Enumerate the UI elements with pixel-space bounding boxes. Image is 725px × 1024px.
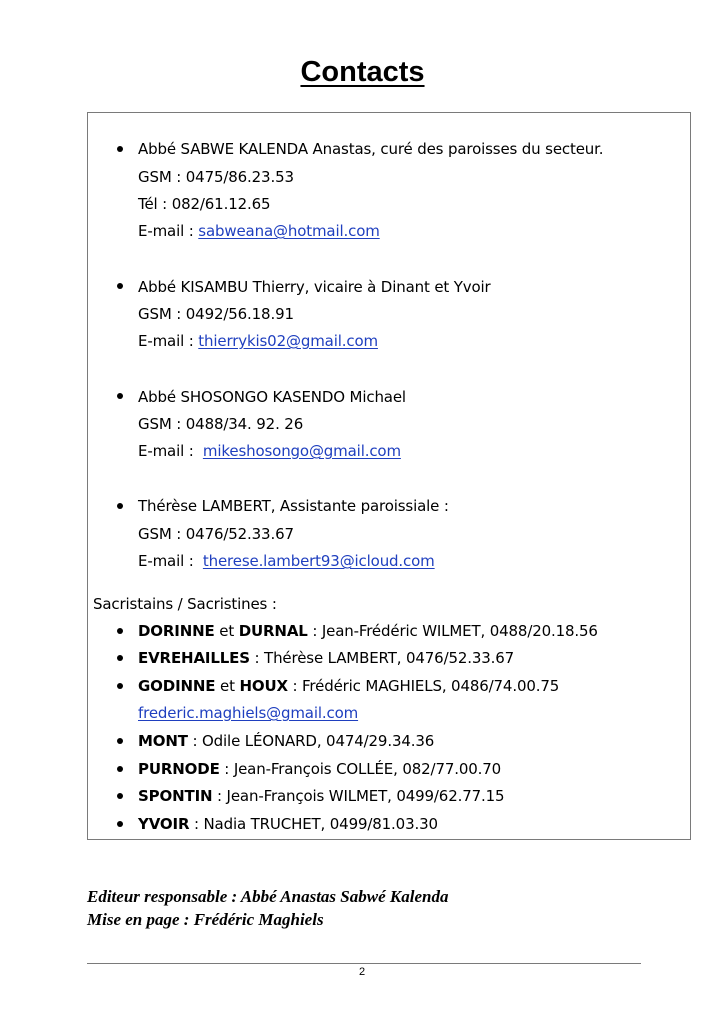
- email-link[interactable]: thierrykis02@gmail.com: [198, 332, 378, 350]
- sacristan-details: : Jean-François WILMET, 0499/62.77.15: [212, 787, 505, 805]
- contact-email-row: [138, 221, 380, 241]
- bullet-icon: [117, 766, 123, 772]
- sacristans-heading: Sacristains / Sacristines :: [93, 595, 277, 613]
- bullet-icon: [117, 793, 123, 799]
- sacristan-item: [138, 621, 598, 641]
- sacristan-email-row: [138, 703, 358, 723]
- conjunction: et: [215, 677, 240, 695]
- sacristan-details: : Odile LÉONARD, 0474/29.34.36: [187, 732, 435, 750]
- email-label: E-mail :: [138, 332, 199, 350]
- place-name: DURNAL: [238, 622, 308, 640]
- contact-email-row: [138, 441, 401, 461]
- place-name: EVREHAILLES: [138, 649, 250, 667]
- conjunction: et: [214, 622, 239, 640]
- place-name: MONT: [138, 732, 188, 750]
- sacristan-item: [138, 676, 559, 696]
- email-label: E-mail :: [138, 552, 203, 570]
- bullet-icon: [117, 393, 123, 399]
- editor-credit: Editeur responsable : Abbé Anastas Sabwé Kalenda: [87, 887, 449, 906]
- sacristan-details: : Thérèse LAMBERT, 0476/52.33.67: [249, 649, 515, 667]
- sacristan-item: [138, 759, 501, 779]
- page-title: Contacts: [300, 56, 425, 88]
- sacristan-item: [138, 786, 504, 806]
- place-name: GODINNE: [138, 677, 216, 695]
- email-link[interactable]: therese.lambert93@icloud.com: [202, 552, 435, 570]
- email-label: E-mail :: [138, 442, 203, 460]
- contact-gsm: GSM : 0476/52.33.67: [138, 525, 294, 543]
- sacristan-item: [138, 731, 434, 751]
- place-name: PURNODE: [138, 760, 220, 778]
- place-name: SPONTIN: [138, 787, 213, 805]
- page-number: 2: [358, 966, 366, 978]
- contact-email-row: [138, 331, 378, 351]
- contact-email-row: [138, 551, 435, 571]
- email-link[interactable]: sabweana@hotmail.com: [198, 222, 380, 240]
- bullet-icon: [117, 283, 123, 289]
- bullet-icon: [117, 655, 123, 661]
- bullet-icon: [117, 146, 123, 152]
- contact-gsm: GSM : 0492/56.18.91: [138, 305, 294, 323]
- contact-gsm: GSM : 0488/34. 92. 26: [138, 415, 304, 433]
- footer-divider: [87, 963, 641, 964]
- bullet-icon: [117, 821, 123, 827]
- email-label: E-mail :: [138, 222, 199, 240]
- sacristan-details: : Jean-François COLLÉE, 082/77.00.70: [219, 760, 502, 778]
- place-name: HOUX: [239, 677, 288, 695]
- place-name: YVOIR: [138, 815, 190, 833]
- email-link[interactable]: mikeshosongo@gmail.com: [202, 442, 401, 460]
- sacristan-item: [138, 814, 438, 834]
- place-name: DORINNE: [138, 622, 215, 640]
- contact-name: Abbé KISAMBU Thierry, vicaire à Dinant et Yvoir: [138, 278, 491, 296]
- bullet-icon: [117, 683, 123, 689]
- sacristan-details: : Frédéric MAGHIELS, 0486/74.00.75: [287, 677, 560, 695]
- layout-credit: Mise en page : Frédéric Maghiels: [87, 910, 324, 929]
- sacristan-details: : Jean-Frédéric WILMET, 0488/20.18.56: [307, 622, 598, 640]
- bullet-icon: [117, 738, 123, 744]
- contact-name: Abbé SHOSONGO KASENDO Michael: [138, 388, 406, 406]
- bullet-icon: [117, 503, 123, 509]
- contact-gsm: GSM : 0475/86.23.53: [138, 168, 294, 186]
- email-link[interactable]: frederic.maghiels@gmail.com: [138, 704, 359, 722]
- sacristan-details: : Nadia TRUCHET, 0499/81.03.30: [189, 815, 438, 833]
- sacristan-item: [138, 648, 514, 668]
- contact-name: Abbé SABWE KALENDA Anastas, curé des paroisses du secteur.: [138, 140, 604, 158]
- bullet-icon: [117, 628, 123, 634]
- contact-name: Thérèse LAMBERT, Assistante paroissiale :: [138, 497, 449, 515]
- contact-tel: Tél : 082/61.12.65: [138, 195, 271, 213]
